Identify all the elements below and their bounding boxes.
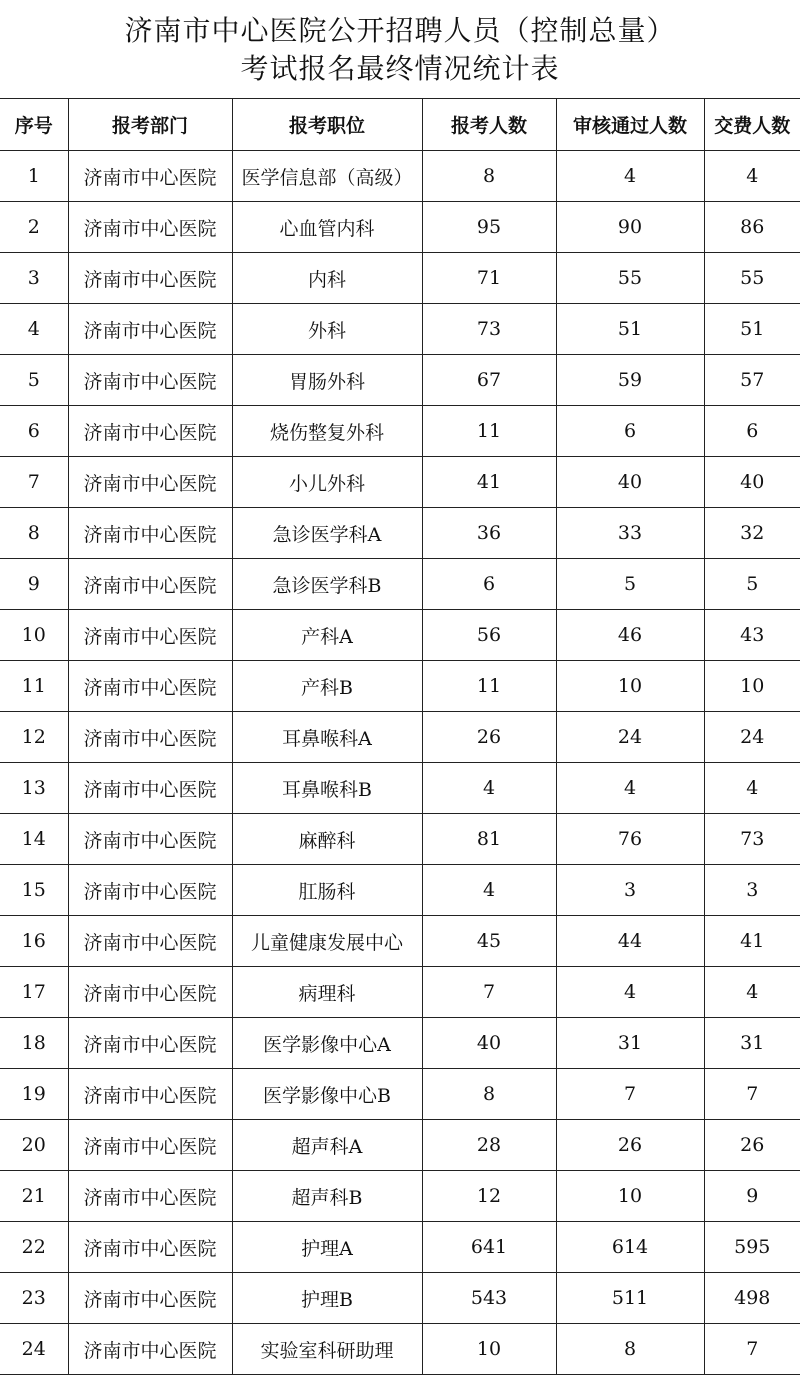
cell-approved: 5 <box>556 559 704 610</box>
cell-approved: 33 <box>556 508 704 559</box>
cell-applicants: 28 <box>422 1120 556 1171</box>
cell-approved: 10 <box>556 661 704 712</box>
cell-serial: 14 <box>0 814 68 865</box>
cell-position: 儿童健康发展中心 <box>232 916 422 967</box>
title-line-1: 济南市中心医院公开招聘人员（控制总量） <box>124 14 676 47</box>
cell-paid: 4 <box>704 967 800 1018</box>
cell-serial: 1 <box>0 151 68 202</box>
cell-serial: 10 <box>0 610 68 661</box>
cell-applicants: 11 <box>422 661 556 712</box>
cell-paid: 41 <box>704 916 800 967</box>
table-row <box>0 610 800 661</box>
cell-applicants: 41 <box>422 457 556 508</box>
cell-applicants: 45 <box>422 916 556 967</box>
cell-approved: 55 <box>556 253 704 304</box>
table-row <box>0 253 800 304</box>
cell-applicants: 10 <box>422 1324 556 1375</box>
cell-paid: 6 <box>704 406 800 457</box>
cell-position: 急诊医学科A <box>232 508 422 559</box>
cell-serial: 8 <box>0 508 68 559</box>
table-row <box>0 406 800 457</box>
cell-serial: 22 <box>0 1222 68 1273</box>
cell-paid: 595 <box>704 1222 800 1273</box>
cell-paid: 498 <box>704 1273 800 1324</box>
cell-paid: 55 <box>704 253 800 304</box>
cell-position: 超声科A <box>232 1120 422 1171</box>
cell-serial: 2 <box>0 202 68 253</box>
cell-paid: 86 <box>704 202 800 253</box>
cell-department: 济南市中心医院 <box>68 1273 232 1324</box>
cell-serial: 19 <box>0 1069 68 1120</box>
cell-serial: 5 <box>0 355 68 406</box>
cell-applicants: 543 <box>422 1273 556 1324</box>
cell-paid: 26 <box>704 1120 800 1171</box>
cell-serial: 3 <box>0 253 68 304</box>
cell-department: 济南市中心医院 <box>68 763 232 814</box>
table-row <box>0 814 800 865</box>
cell-department: 济南市中心医院 <box>68 814 232 865</box>
cell-position: 外科 <box>232 304 422 355</box>
table-row <box>0 202 800 253</box>
cell-department: 济南市中心医院 <box>68 1171 232 1222</box>
cell-applicants: 4 <box>422 865 556 916</box>
cell-serial: 20 <box>0 1120 68 1171</box>
cell-department: 济南市中心医院 <box>68 508 232 559</box>
table-row <box>0 1120 800 1171</box>
table-body <box>0 151 800 1375</box>
cell-applicants: 12 <box>422 1171 556 1222</box>
cell-position: 胃肠外科 <box>232 355 422 406</box>
cell-paid: 4 <box>704 151 800 202</box>
table-row <box>0 712 800 763</box>
cell-applicants: 641 <box>422 1222 556 1273</box>
table-row <box>0 763 800 814</box>
table-row <box>0 304 800 355</box>
cell-position: 内科 <box>232 253 422 304</box>
cell-department: 济南市中心医院 <box>68 1069 232 1120</box>
cell-department: 济南市中心医院 <box>68 1222 232 1273</box>
cell-paid: 40 <box>704 457 800 508</box>
cell-paid: 10 <box>704 661 800 712</box>
cell-position: 超声科B <box>232 1171 422 1222</box>
header-serial: 序号 <box>0 99 68 151</box>
cell-paid: 31 <box>704 1018 800 1069</box>
cell-position: 实验室科研助理 <box>232 1324 422 1375</box>
cell-applicants: 11 <box>422 406 556 457</box>
table-row <box>0 457 800 508</box>
table-row <box>0 865 800 916</box>
cell-serial: 17 <box>0 967 68 1018</box>
cell-department: 济南市中心医院 <box>68 610 232 661</box>
cell-applicants: 73 <box>422 304 556 355</box>
cell-applicants: 81 <box>422 814 556 865</box>
cell-approved: 614 <box>556 1222 704 1273</box>
cell-position: 麻醉科 <box>232 814 422 865</box>
cell-paid: 7 <box>704 1069 800 1120</box>
cell-applicants: 26 <box>422 712 556 763</box>
cell-department: 济南市中心医院 <box>68 865 232 916</box>
table-row <box>0 1222 800 1273</box>
cell-serial: 15 <box>0 865 68 916</box>
cell-applicants: 4 <box>422 763 556 814</box>
cell-applicants: 8 <box>422 151 556 202</box>
cell-department: 济南市中心医院 <box>68 712 232 763</box>
cell-applicants: 6 <box>422 559 556 610</box>
cell-approved: 90 <box>556 202 704 253</box>
cell-position: 病理科 <box>232 967 422 1018</box>
cell-department: 济南市中心医院 <box>68 967 232 1018</box>
cell-serial: 7 <box>0 457 68 508</box>
cell-serial: 6 <box>0 406 68 457</box>
cell-position: 心血管内科 <box>232 202 422 253</box>
cell-approved: 4 <box>556 151 704 202</box>
header-paid: 交费人数 <box>704 99 800 151</box>
cell-position: 肛肠科 <box>232 865 422 916</box>
cell-approved: 10 <box>556 1171 704 1222</box>
cell-approved: 3 <box>556 865 704 916</box>
cell-approved: 7 <box>556 1069 704 1120</box>
cell-position: 医学信息部（高级） <box>232 151 422 202</box>
cell-paid: 3 <box>704 865 800 916</box>
cell-approved: 24 <box>556 712 704 763</box>
cell-approved: 6 <box>556 406 704 457</box>
cell-applicants: 36 <box>422 508 556 559</box>
statistics-table <box>0 98 800 1375</box>
cell-serial: 24 <box>0 1324 68 1375</box>
cell-applicants: 71 <box>422 253 556 304</box>
cell-approved: 44 <box>556 916 704 967</box>
cell-applicants: 7 <box>422 967 556 1018</box>
cell-paid: 9 <box>704 1171 800 1222</box>
cell-serial: 16 <box>0 916 68 967</box>
document-title <box>0 0 800 98</box>
cell-position: 护理A <box>232 1222 422 1273</box>
cell-department: 济南市中心医院 <box>68 457 232 508</box>
table-row <box>0 1018 800 1069</box>
cell-serial: 12 <box>0 712 68 763</box>
cell-approved: 51 <box>556 304 704 355</box>
table-row <box>0 967 800 1018</box>
cell-department: 济南市中心医院 <box>68 355 232 406</box>
cell-department: 济南市中心医院 <box>68 1324 232 1375</box>
cell-position: 产科A <box>232 610 422 661</box>
cell-applicants: 95 <box>422 202 556 253</box>
table-row <box>0 508 800 559</box>
table-row <box>0 559 800 610</box>
table-row <box>0 1324 800 1375</box>
cell-paid: 5 <box>704 559 800 610</box>
cell-paid: 57 <box>704 355 800 406</box>
cell-position: 小儿外科 <box>232 457 422 508</box>
cell-approved: 76 <box>556 814 704 865</box>
cell-department: 济南市中心医院 <box>68 916 232 967</box>
cell-approved: 26 <box>556 1120 704 1171</box>
cell-serial: 11 <box>0 661 68 712</box>
cell-applicants: 67 <box>422 355 556 406</box>
cell-paid: 73 <box>704 814 800 865</box>
cell-serial: 18 <box>0 1018 68 1069</box>
cell-position: 耳鼻喉科B <box>232 763 422 814</box>
cell-approved: 8 <box>556 1324 704 1375</box>
cell-department: 济南市中心医院 <box>68 406 232 457</box>
cell-applicants: 40 <box>422 1018 556 1069</box>
cell-approved: 31 <box>556 1018 704 1069</box>
cell-position: 医学影像中心B <box>232 1069 422 1120</box>
cell-applicants: 8 <box>422 1069 556 1120</box>
cell-serial: 23 <box>0 1273 68 1324</box>
cell-position: 烧伤整复外科 <box>232 406 422 457</box>
cell-approved: 511 <box>556 1273 704 1324</box>
cell-approved: 59 <box>556 355 704 406</box>
table-row <box>0 916 800 967</box>
cell-department: 济南市中心医院 <box>68 202 232 253</box>
cell-paid: 32 <box>704 508 800 559</box>
cell-position: 产科B <box>232 661 422 712</box>
cell-serial: 13 <box>0 763 68 814</box>
cell-department: 济南市中心医院 <box>68 1018 232 1069</box>
table-row <box>0 1069 800 1120</box>
cell-serial: 4 <box>0 304 68 355</box>
table-row <box>0 1171 800 1222</box>
cell-approved: 4 <box>556 763 704 814</box>
title-line-2: 考试报名最终情况统计表 <box>240 52 560 85</box>
cell-paid: 43 <box>704 610 800 661</box>
cell-approved: 40 <box>556 457 704 508</box>
cell-approved: 4 <box>556 967 704 1018</box>
table-header-row <box>0 99 800 151</box>
cell-paid: 51 <box>704 304 800 355</box>
cell-applicants: 56 <box>422 610 556 661</box>
table-row <box>0 661 800 712</box>
cell-position: 急诊医学科B <box>232 559 422 610</box>
table-row <box>0 355 800 406</box>
cell-paid: 7 <box>704 1324 800 1375</box>
cell-serial: 9 <box>0 559 68 610</box>
cell-position: 医学影像中心A <box>232 1018 422 1069</box>
header-applicants: 报考人数 <box>422 99 556 151</box>
cell-department: 济南市中心医院 <box>68 1120 232 1171</box>
cell-department: 济南市中心医院 <box>68 559 232 610</box>
table-row <box>0 1273 800 1324</box>
cell-department: 济南市中心医院 <box>68 253 232 304</box>
cell-position: 耳鼻喉科A <box>232 712 422 763</box>
header-position: 报考职位 <box>232 99 422 151</box>
cell-paid: 4 <box>704 763 800 814</box>
cell-department: 济南市中心医院 <box>68 304 232 355</box>
cell-department: 济南市中心医院 <box>68 661 232 712</box>
cell-position: 护理B <box>232 1273 422 1324</box>
cell-serial: 21 <box>0 1171 68 1222</box>
header-approved: 审核通过人数 <box>556 99 704 151</box>
cell-department: 济南市中心医院 <box>68 151 232 202</box>
cell-approved: 46 <box>556 610 704 661</box>
table-row <box>0 151 800 202</box>
cell-paid: 24 <box>704 712 800 763</box>
header-department: 报考部门 <box>68 99 232 151</box>
